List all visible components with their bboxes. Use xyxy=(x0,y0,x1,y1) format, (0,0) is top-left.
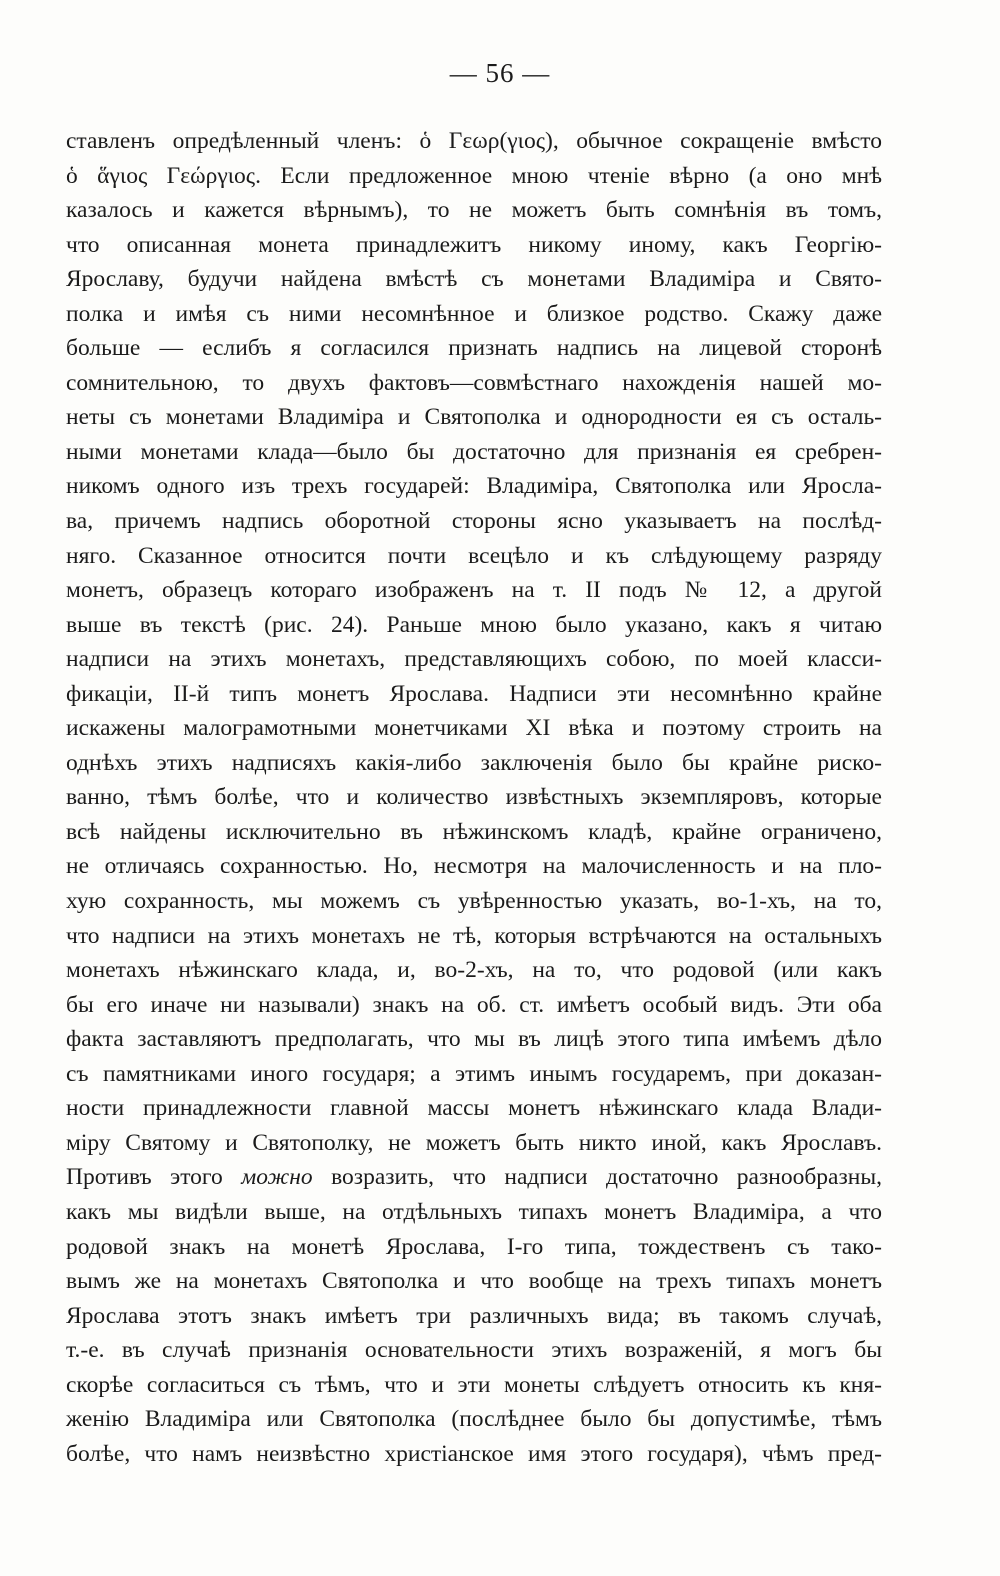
text-line xyxy=(66,1160,882,1195)
text-line: однѣхъ этихъ надписяхъ какія-либо заключенія было бы крайне риско- xyxy=(66,749,882,776)
text-line: сомнительною, то двухъ фактовъ—совмѣстнаго нахожденія нашей мо- xyxy=(66,369,882,396)
page-number: — 56 — xyxy=(449,58,551,88)
text-line: полка и имѣя съ ними несомнѣнное и близкое родство. Скажу даже xyxy=(66,300,882,327)
text-line: искажены малограмотными монетчиками XI вѣка и поэтому строить на xyxy=(66,715,882,742)
italic-word: можно xyxy=(241,1164,313,1191)
body-text xyxy=(66,124,882,1471)
text-line: ставленъ опредѣленный членъ: ὁ Γεωρ(γιος), обычное сокращеніе вмѣсто xyxy=(66,128,882,154)
text-segment: возразить, что надписи достаточно разнообразны, xyxy=(331,1164,883,1191)
text-line: т.-е. въ случаѣ признанія основательности этихъ возраженій, я могъ бы xyxy=(66,1337,882,1364)
text-line: съ памятниками иного государя; а этимъ инымъ государемъ, при доказан- xyxy=(66,1060,882,1087)
text-line: родовой знакъ на монетѣ Ярослава, I-го типа, тождественъ съ тако- xyxy=(66,1233,882,1260)
text-line: монетахъ нѣжинскаго клада, и, во-2-хъ, на то, что родовой (или какъ xyxy=(66,957,882,984)
text-line: никомъ одного изъ трехъ государей: Владиміра, Святополка или Яросла- xyxy=(66,473,882,500)
text-line: надписи на этихъ монетахъ, представляющихъ собою, по моей класси- xyxy=(66,646,882,673)
text-line: женію Владиміра или Святополка (послѣднее было бы допустимѣе, тѣмъ xyxy=(66,1406,882,1433)
text-line: что надписи на этихъ монетахъ не тѣ, которыя встрѣчаются на остальныхъ xyxy=(66,922,882,949)
text-line: ными монетами клада—было бы достаточно для признанія ея сребрен- xyxy=(66,438,882,465)
text-line: міру Святому и Святополку, не можетъ быть никто иной, какъ Ярославъ. xyxy=(66,1129,882,1156)
text-line: какъ мы видѣли выше, на отдѣльныхъ типахъ монетъ Владиміра, а что xyxy=(66,1198,882,1225)
text-line: больше — еслибъ я согласился признать надпись на лицевой сторонѣ xyxy=(66,335,882,362)
text-line: бы его иначе ни называли) знакъ на об. ст. имѣетъ особый видъ. Эти оба xyxy=(66,991,882,1018)
text-line: казалось и кажется вѣрнымъ), то не можетъ быть сомнѣнія въ томъ, xyxy=(66,197,882,224)
text-line: фикаціи, II-й типъ монетъ Ярослава. Надписи эти несомнѣнно крайне xyxy=(66,680,882,707)
text-line: Ярославу, будучи найдена вмѣстѣ съ монетами Владиміра и Свято- xyxy=(66,266,882,293)
text-line: болѣе, что намъ неизвѣстно христіанское имя этого государя), чѣмъ пред- xyxy=(66,1440,882,1467)
text-line: выше въ текстѣ (рис. 24). Раньше мною было указано, какъ я читаю xyxy=(66,611,882,638)
text-line: ванно, тѣмъ болѣе, что и количество извѣстныхъ экземпляровъ, которые xyxy=(66,784,882,811)
text-line: ности принадлежности главной массы монетъ нѣжинскаго клада Влади- xyxy=(66,1095,882,1122)
text-line: ὁ ἅγιος Γεώργιος. Если предложенное мною чтеніе вѣрно (а оно мнѣ xyxy=(66,162,882,189)
text-line: всѣ найдены исключительно въ нѣжинскомъ кладѣ, крайне ограничено, xyxy=(66,818,882,845)
text-line: Ярослава этотъ знакъ имѣетъ три различныхъ вида; въ такомъ случаѣ, xyxy=(66,1302,882,1329)
text-line: ва, причемъ надпись оборотной стороны ясно указываетъ на послѣд- xyxy=(66,508,882,535)
text-line: что описанная монета принадлежитъ никому иному, какъ Георгію- xyxy=(66,231,882,258)
text-line: неты съ монетами Владиміра и Святополка и однородности ея съ осталь- xyxy=(66,404,882,431)
text-line: хую сохранность, мы можемъ съ увѣренностью указать, во-1-хъ, на то, xyxy=(66,888,882,915)
text-line: няго. Сказанное относится почти всецѣло и къ слѣдующему разряду xyxy=(66,542,882,569)
text-line: вымъ же на монетахъ Святополка и что вообще на трехъ типахъ монетъ xyxy=(66,1268,882,1295)
text-line: не отличаясь сохранностью. Но, несмотря на малочисленность и на пло- xyxy=(66,853,882,880)
text-line: монетъ, образецъ котораго изображенъ на т. II подъ № 12, а другой xyxy=(66,577,882,604)
text-line: факта заставляютъ предполагать, что мы въ лицѣ этого типа имѣемъ дѣло xyxy=(66,1026,882,1053)
text-segment: Противъ этого xyxy=(66,1164,223,1191)
text-line: скорѣе согласиться съ тѣмъ, что и эти монеты слѣдуетъ относить къ кня- xyxy=(66,1371,882,1398)
